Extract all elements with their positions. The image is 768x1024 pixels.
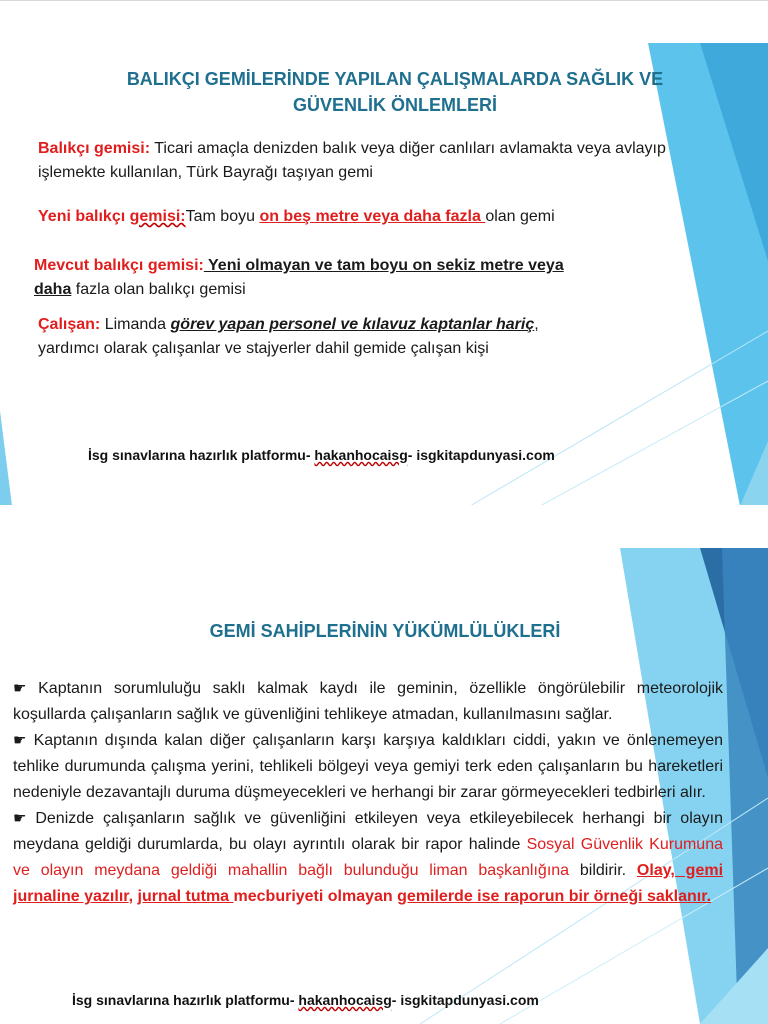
definition-highlight: on beş metre veya daha fazla (259, 208, 486, 225)
slide-2-footer (72, 992, 539, 1008)
obligation-text-c: Olay, gemi jurnaline yazılır (13, 862, 724, 905)
obligation-text-b: bildirir. (569, 862, 637, 879)
definition-fishing-vessel (38, 137, 678, 185)
definition-text-a: Tam boyu (185, 208, 260, 225)
obligation-text: Kaptanın sorumluluğu saklı kalmak kaydı ile geminin, özellikle öngörülebilir meteorolojik koşullarda çalışanların sağlık ve güvenliğini tehlikeye atmadan, kullanılmasını sağlar. (13, 680, 723, 723)
definition-worker (38, 313, 598, 361)
obligation-item-2 (13, 728, 723, 806)
slide-1-footer (88, 447, 555, 463)
obligation-text-d: , (128, 888, 138, 905)
definition-term-b: gemisi: (129, 208, 186, 225)
definition-text-b: olan gemi (485, 208, 555, 225)
footer-text-c: - isgkitapdunyasi.com (407, 447, 555, 463)
obligation-text-g: gemilerde ise raporun bir örneği saklanır. (397, 888, 712, 905)
deco-shape-4 (0, 411, 12, 506)
obligation-item-1 (13, 676, 723, 728)
definition-text: Ticari amaçla denizden balık veya diğer canlıları avlamakta veya avlayıp işlemekte kullanılan, Türk Bayrağı taşıyan gemi (38, 140, 666, 181)
definition-text: fazla olan balıkçı gemisi (71, 281, 246, 298)
slide-1 (0, 0, 768, 506)
slide-1-title-line1: BALIKÇI GEMİLERİNDE YAPILAN ÇALIŞMALARDA SAĞLIK VE (126, 69, 664, 89)
footer-text-a: İsg sınavlarına hazırlık platformu- (72, 992, 299, 1008)
definition-term: Mevcut balıkçı gemisi: (34, 257, 204, 274)
obligation-item-3 (13, 806, 723, 910)
footer-text-b: hakanhocaisg (298, 992, 392, 1008)
slide-1-title-line2: GÜVENLİK ÖNLEMLERİ (292, 95, 497, 115)
definition-text-b: , yardımcı olarak çalışanlar ve stajyerler dahil gemide çalışan kişi (38, 316, 539, 357)
footer-text-a: İsg sınavlarına hazırlık platformu- (88, 447, 315, 463)
page-gap (0, 505, 768, 548)
definition-highlight: görev yapan personel ve kılavuz kaptanlar hariç (170, 316, 535, 333)
pointing-hand-icon: ☛ (13, 810, 27, 827)
definition-term-a: Yeni balıkçı (38, 208, 130, 225)
slide-2 (0, 548, 768, 1024)
obligations-text (13, 676, 723, 910)
pointing-hand-icon: ☛ (13, 732, 27, 749)
definition-term: Çalışan: (38, 316, 101, 333)
obligation-text-f: mecburiyeti olmayan (233, 888, 398, 905)
footer-text-b: hakanhocaisg (314, 447, 408, 463)
definition-highlight-b: daha (34, 281, 72, 298)
footer-text-c: - isgkitapdunyasi.com (391, 992, 539, 1008)
definition-term: Balıkçı gemisi: (38, 140, 151, 157)
obligation-text-red: Sosyal Güvenlik Kurumuna ve olayın meydana geldiği mahallin bağlı bulunduğu liman başkanlığına (13, 836, 724, 879)
definition-new-fishing-vessel (38, 205, 678, 229)
obligation-text-a: Denizde çalışanların sağlık ve güvenliğini etkileyen veya etkileyebilecek herhangi bir olayın meydana geldiği durumlarda, bu olayı ayrıntılı olarak bir rapor halinde (13, 810, 723, 853)
obligation-text: Kaptanın dışında kalan diğer çalışanların karşı karşıya kaldıkları ciddi, yakın ve önlenemeyen tehlike durumunda çalışma yerini, tehlikeli bölgeyi veya gemiyi terk eden çalışanların bu hareketleri nedeniyle dezavantajlı duruma düşmeyecekleri ve herhangi bir zarar görmeyecekleri tedbirleri alır. (13, 732, 723, 801)
pointing-hand-icon: ☛ (13, 680, 27, 697)
slide-1-title (100, 66, 690, 118)
definition-existing-fishing-vessel (34, 254, 634, 302)
slide-2-title: GEMİ SAHİPLERİNİN YÜKÜMLÜLÜKLERİ (209, 621, 561, 641)
obligation-text-e: jurnal tutma (137, 888, 234, 905)
definition-highlight-a: Yeni olmayan ve tam boyu on sekiz metre veya (203, 257, 564, 274)
definition-text-a: Limanda (100, 316, 171, 333)
